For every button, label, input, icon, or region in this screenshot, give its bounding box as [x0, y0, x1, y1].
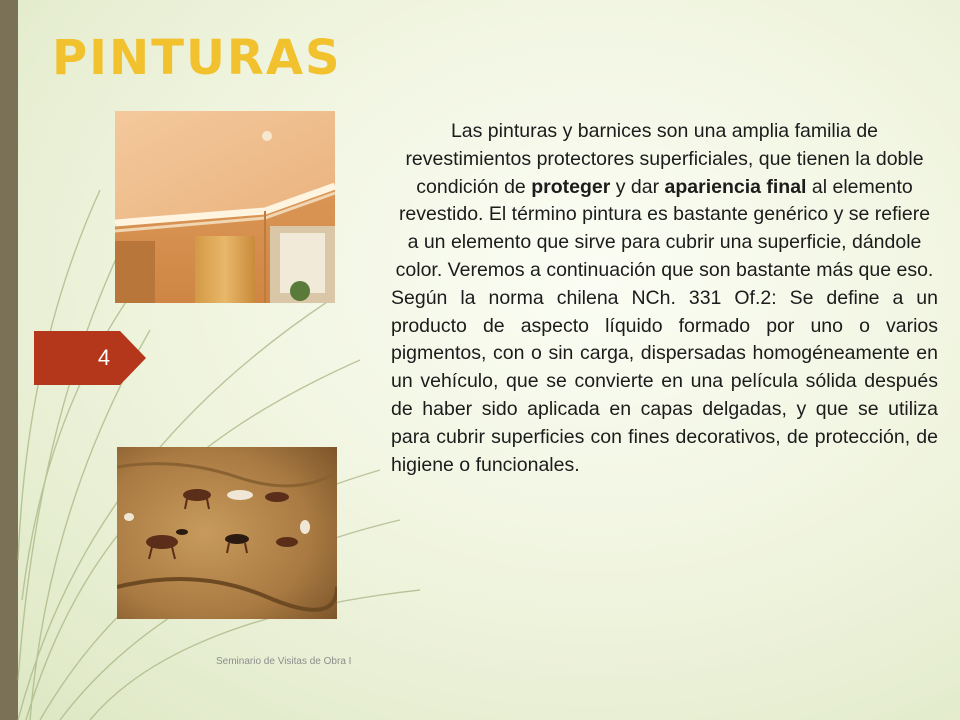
intro-text-1: Las pinturas y barnices son una amplia familia de revestimientos protectores superficiales, que tienen la doble condición de — [405, 120, 924, 198]
slide-title: PINTURAS — [52, 30, 342, 86]
intro-text-2: y dar — [610, 175, 665, 198]
intro-paragraph — [391, 118, 938, 285]
intro-text-3: al elemento revestido. El término pintura es bastante genérico y se refiere a un elemento que sirve para cubrir una superficie, dándole color. Veremos a continuación que son bastante más que eso. — [395, 175, 934, 281]
room-interior-photo — [115, 111, 335, 303]
page-number: 4 — [97, 345, 111, 370]
left-sidebar-bar — [0, 0, 18, 720]
page-number-tab — [34, 331, 146, 385]
body-text — [391, 118, 938, 479]
footer-text: Seminario de Visitas de Obra I — [216, 656, 352, 667]
cave-painting-photo — [117, 447, 337, 619]
definition-paragraph: Según la norma chilena NCh. 331 Of.2: Se define a un producto de aspecto líquido formado por uno o varios pigmentos, con o sin carga, dispersadas homogéneamente en un vehículo, que se convierte en una película sólida después de haber sido aplicada en capas delgadas, y que se utiliza para cubrir superficies con fines decorativos, de protección, de higiene o funcionales. — [391, 286, 938, 476]
emphasis-apariencia-final: apariencia final — [664, 175, 807, 198]
emphasis-proteger: proteger — [531, 175, 611, 198]
